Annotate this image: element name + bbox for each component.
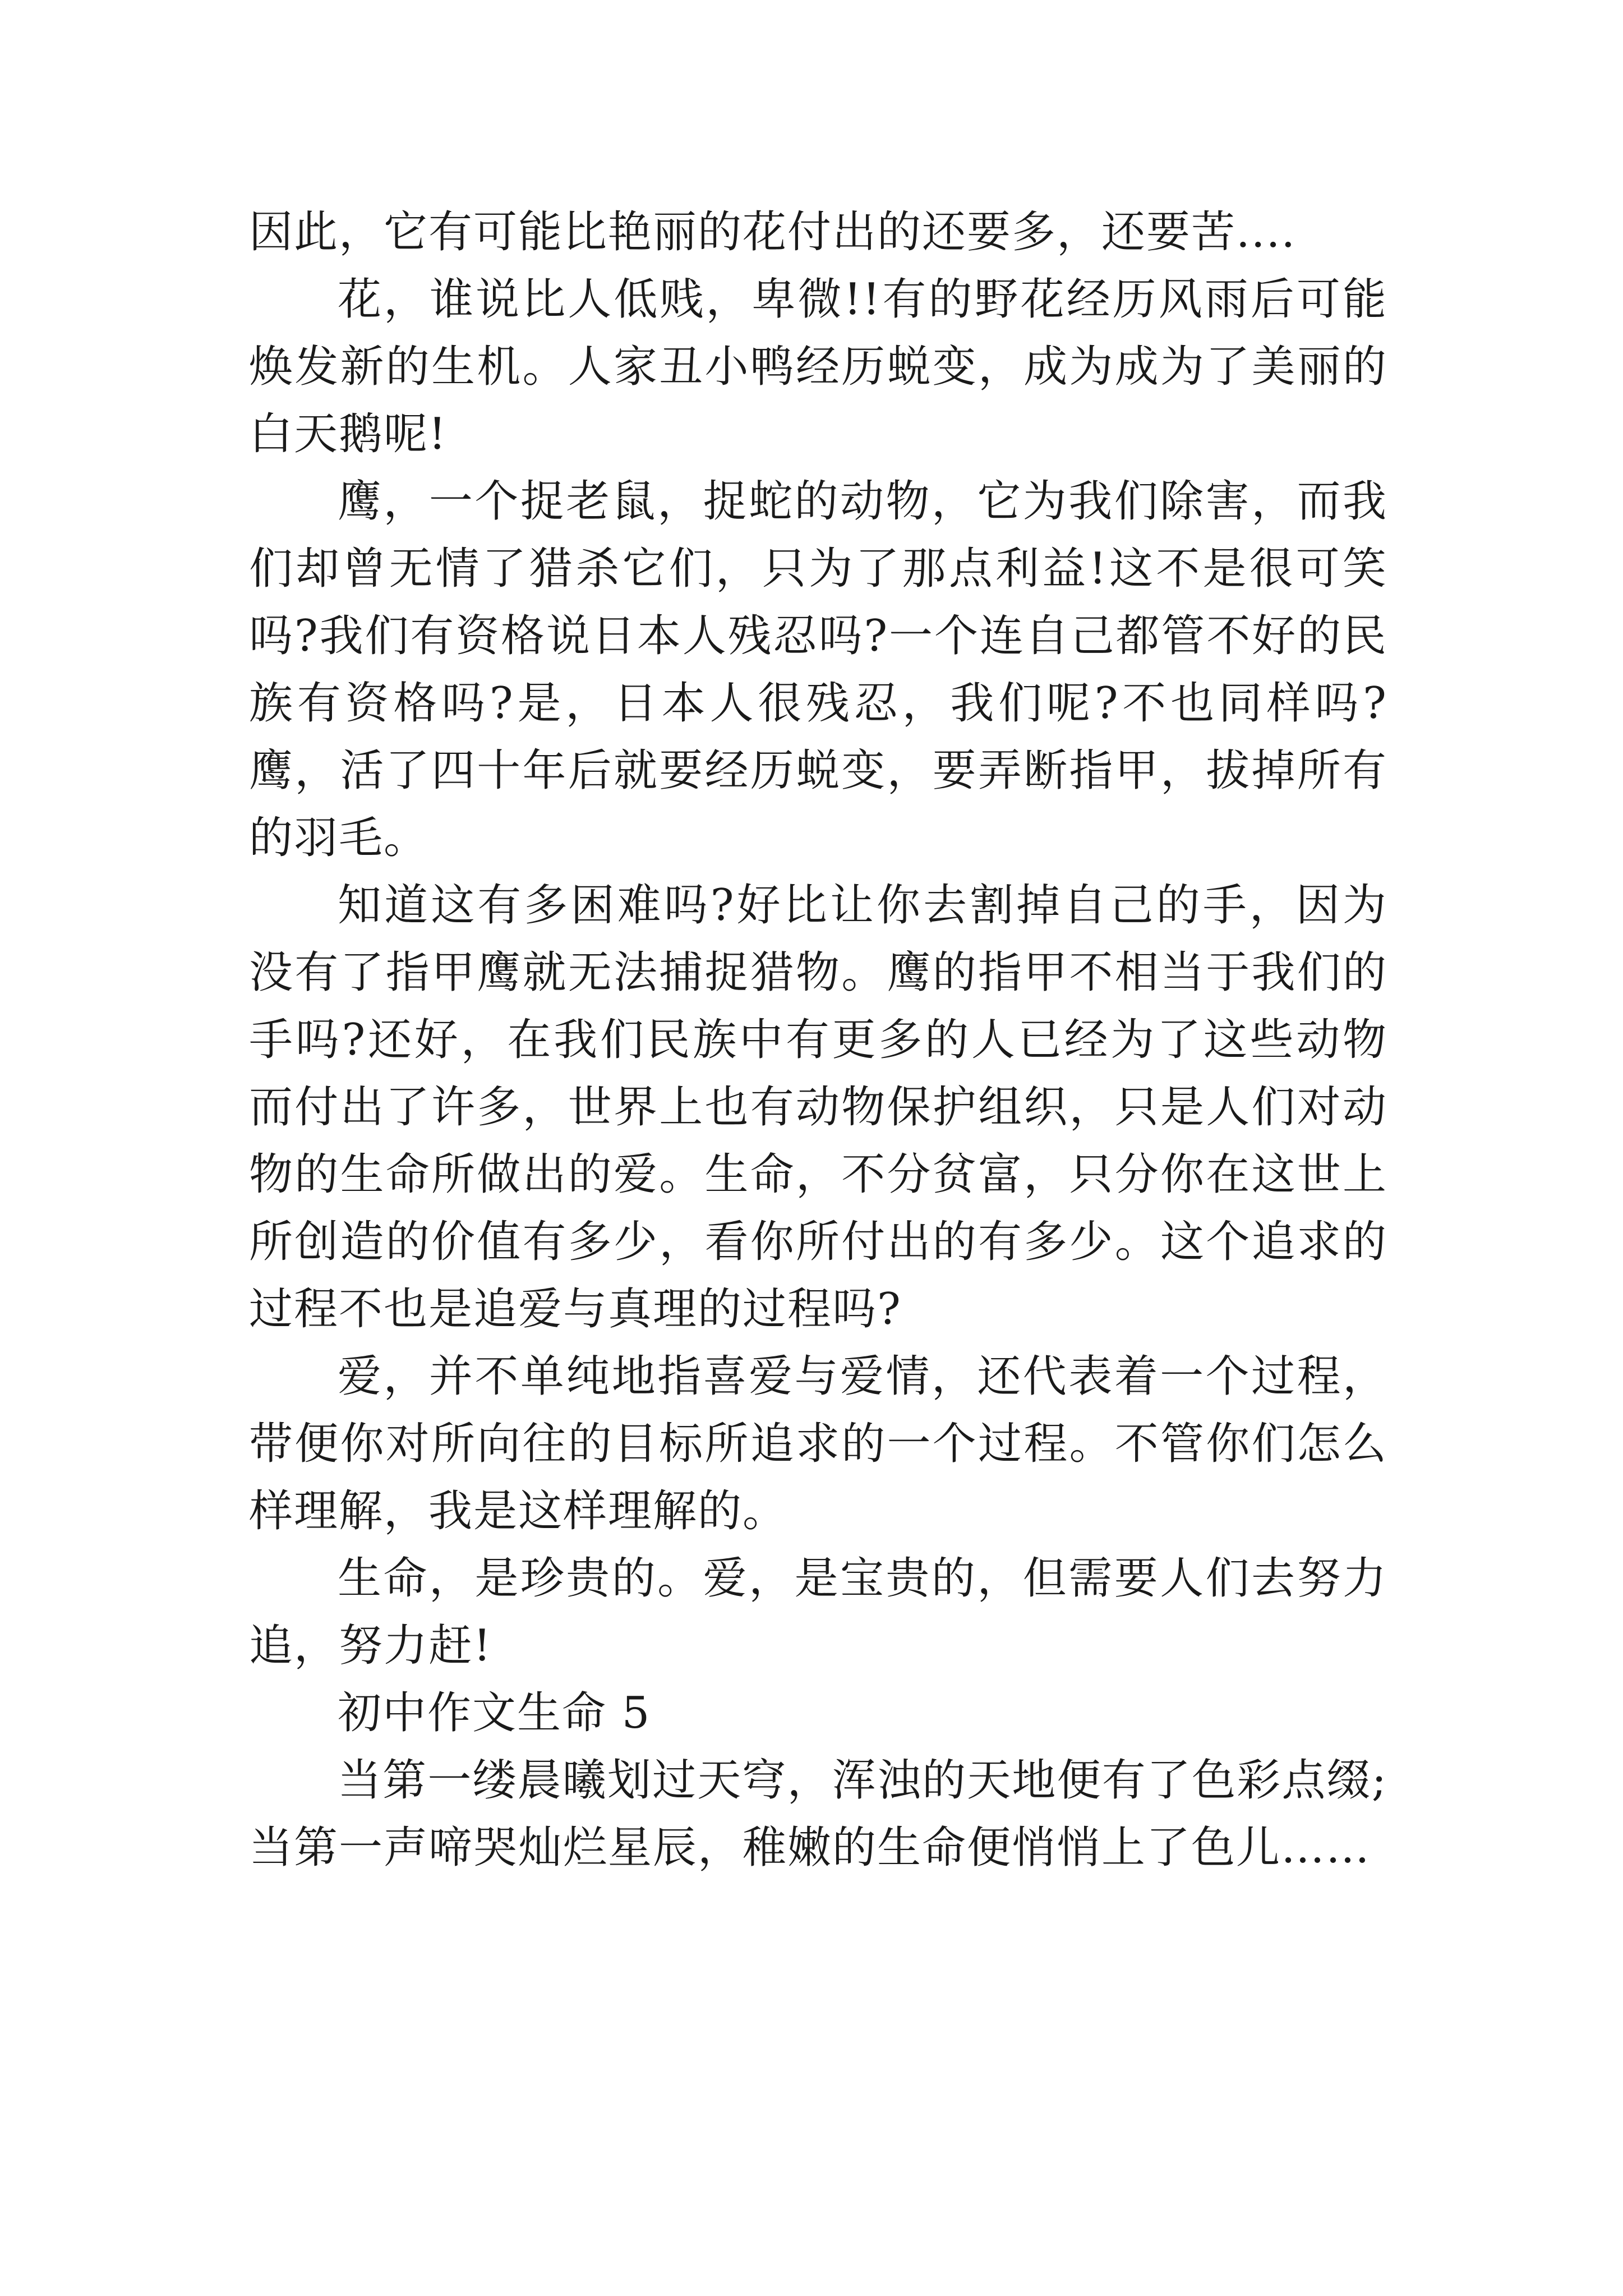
paragraph-8: 当第一缕晨曦划过天穹，浑浊的天地便有了色彩点缀;当第一声啼哭灿烂星辰，稚嫩的生命便悄悄上了色儿…… xyxy=(249,1755,1387,1873)
document-body xyxy=(249,199,1387,1881)
paragraph-4: 知道这有多困难吗?好比让你去割掉自己的手，因为没有了指甲鹰就无法捕捉猎物。鹰的指甲不相当于我们的手吗?还好，在我们民族中有更多的人已经为了这些动物而付出了许多，世界上也有动物保护组织，只是人们对动物的生命所做出的爱。生命，不分贫富，只分你在这世上所创造的价值有多少，看你所付出的有多少。这个追求的过程不也是追爱与真理的过程吗? xyxy=(249,880,1387,1335)
paragraph-3: 鹰，一个捉老鼠，捉蛇的动物，它为我们除害，而我们却曾无情了猎杀它们，只为了那点利益!这不是很可笑吗?我们有资格说日本人残忍吗?一个连自己都管不好的民族有资格吗?是，日本人很残忍，我们呢?不也同样吗?鹰，活了四十年后就要经历蜕变，要弄断指甲，拔掉所有的羽毛。 xyxy=(249,476,1387,863)
paragraph-1: 因此，它有可能比艳丽的花付出的还要多，还要苦.... xyxy=(249,207,1297,257)
paragraph-2: 花，谁说比人低贱，卑微!!有的野花经历风雨后可能焕发新的生机。人家丑小鸭经历蜕变，成为成为了美丽的白天鹅呢! xyxy=(249,274,1387,459)
section-heading: 初中作文生命 5 xyxy=(338,1688,651,1738)
paragraph-5: 爱，并不单纯地指喜爱与爱情，还代表着一个过程，带便你对所向往的目标所追求的一个过程。不管你们怎么样理解，我是这样理解的。 xyxy=(249,1351,1387,1536)
paragraph-6: 生命，是珍贵的。爱，是宝贵的，但需要人们去努力追，努力赶! xyxy=(249,1553,1387,1671)
